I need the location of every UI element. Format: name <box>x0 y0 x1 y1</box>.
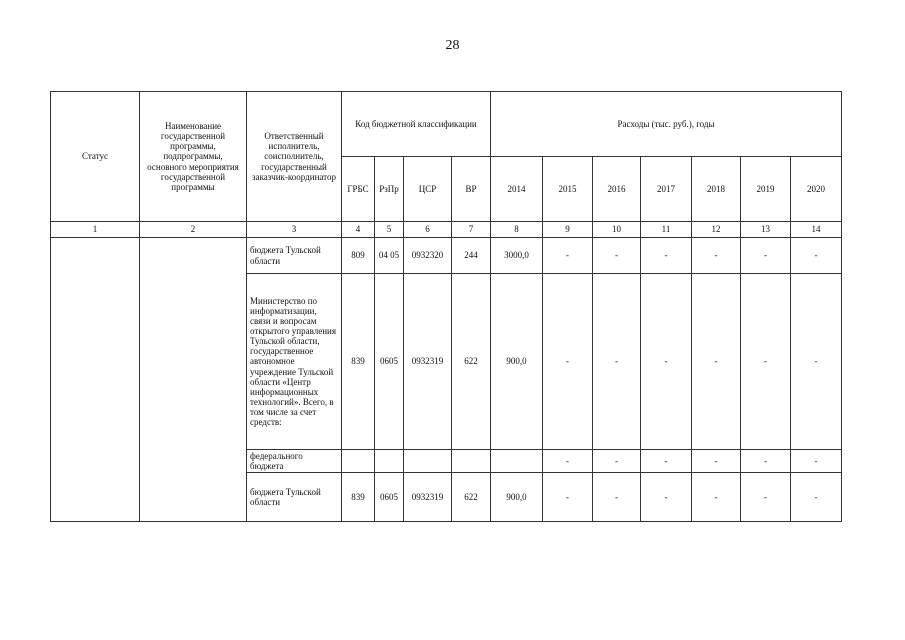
value-2015: - <box>543 450 593 473</box>
value-2014: 3000,0 <box>491 238 543 274</box>
column-number: 14 <box>791 222 842 238</box>
executor-cell: Министерство по информатизации, связи и вопросам открытого управления Тульской области, государственное автономное учреждение Тульской области «Центр информационных технологий». Всего, в том числе за счет средств: <box>247 274 342 450</box>
program-name-cell <box>140 238 247 522</box>
status-cell <box>51 238 140 522</box>
executor-cell: бюджета Тульской области <box>247 238 342 274</box>
vr-cell: 244 <box>452 238 491 274</box>
value-2014 <box>491 450 543 473</box>
column-number: 8 <box>491 222 543 238</box>
rzpr-cell <box>375 450 404 473</box>
table-row <box>51 238 842 274</box>
header-year-2019: 2019 <box>741 157 791 222</box>
value-2017: - <box>641 274 692 450</box>
header-year-2015: 2015 <box>543 157 593 222</box>
column-number: 10 <box>593 222 641 238</box>
column-number: 9 <box>543 222 593 238</box>
header-name: Наименование государственной программы, подпрограммы, основного мероприятия государственной программы <box>140 92 247 222</box>
value-2020: - <box>791 238 842 274</box>
grbs-cell: 839 <box>342 473 375 522</box>
csr-cell: 0932319 <box>404 274 452 450</box>
header-year-2018: 2018 <box>692 157 741 222</box>
header-csr: ЦСР <box>404 157 452 222</box>
value-2018: - <box>692 274 741 450</box>
column-number: 12 <box>692 222 741 238</box>
value-2020: - <box>791 274 842 450</box>
rzpr-cell: 0605 <box>375 473 404 522</box>
header-executor: Ответственный исполнитель, соисполнитель, государственный заказчик-координатор <box>247 92 342 222</box>
value-2019: - <box>741 238 791 274</box>
header-year-2016: 2016 <box>593 157 641 222</box>
grbs-cell: 809 <box>342 238 375 274</box>
header-year-2014: 2014 <box>491 157 543 222</box>
value-2015: - <box>543 274 593 450</box>
header-grbs: ГРБС <box>342 157 375 222</box>
page-number: 28 <box>445 38 460 53</box>
rzpr-cell: 0605 <box>375 274 404 450</box>
column-number: 5 <box>375 222 404 238</box>
value-2014: 900,0 <box>491 473 543 522</box>
executor-cell: бюджета Тульской области <box>247 473 342 522</box>
column-number: 1 <box>51 222 140 238</box>
header-year-2017: 2017 <box>641 157 692 222</box>
value-2016: - <box>593 238 641 274</box>
column-number: 6 <box>404 222 452 238</box>
grbs-cell <box>342 450 375 473</box>
budget-table <box>50 91 842 522</box>
header-row-top <box>51 92 842 157</box>
column-number: 4 <box>342 222 375 238</box>
value-2015: - <box>543 238 593 274</box>
value-2019: - <box>741 450 791 473</box>
vr-cell <box>452 450 491 473</box>
value-2018: - <box>692 473 741 522</box>
csr-cell: 0932320 <box>404 238 452 274</box>
value-2018: - <box>692 450 741 473</box>
header-rzpr: РзПр <box>375 157 404 222</box>
value-2018: - <box>692 238 741 274</box>
value-2019: - <box>741 473 791 522</box>
rzpr-cell: 04 05 <box>375 238 404 274</box>
value-2020: - <box>791 450 842 473</box>
column-number: 11 <box>641 222 692 238</box>
csr-cell: 0932319 <box>404 473 452 522</box>
header-expense-group: Расходы (тыс. руб.), годы <box>491 92 842 157</box>
column-number-row <box>51 222 842 238</box>
column-number: 13 <box>741 222 791 238</box>
value-2020: - <box>791 473 842 522</box>
header-vr: ВР <box>452 157 491 222</box>
value-2019: - <box>741 274 791 450</box>
vr-cell: 622 <box>452 274 491 450</box>
column-number: 7 <box>452 222 491 238</box>
executor-cell: федерального бюджета <box>247 450 342 473</box>
header-code-group: Код бюджетной классификации <box>342 92 491 157</box>
header-status: Статус <box>51 92 140 222</box>
header-year-2020: 2020 <box>791 157 842 222</box>
csr-cell <box>404 450 452 473</box>
value-2017: - <box>641 450 692 473</box>
vr-cell: 622 <box>452 473 491 522</box>
value-2017: - <box>641 473 692 522</box>
column-number: 3 <box>247 222 342 238</box>
value-2015: - <box>543 473 593 522</box>
column-number: 2 <box>140 222 247 238</box>
grbs-cell: 839 <box>342 274 375 450</box>
value-2016: - <box>593 450 641 473</box>
value-2014: 900,0 <box>491 274 543 450</box>
value-2016: - <box>593 473 641 522</box>
value-2016: - <box>593 274 641 450</box>
value-2017: - <box>641 238 692 274</box>
